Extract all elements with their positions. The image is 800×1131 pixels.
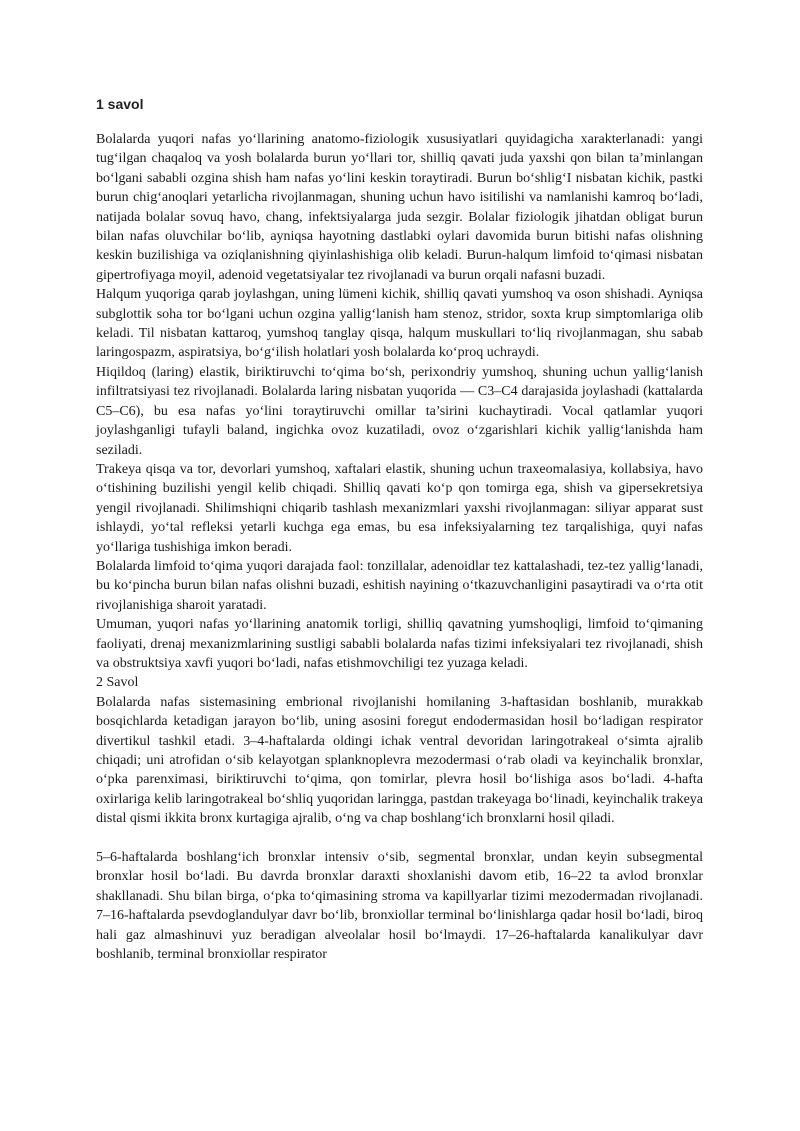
section-1-paragraph-3: Hiqildoq (laring) elastik, biriktiruvchi to‘qima bo‘sh, perixondriy yumshoq, shuning uchun yallig‘lanish infiltratsiyasi tez rivojlanadi. Bolalarda laring nisbatan yuqorida — C3–C4 darajasida joylashadi (kattalarda C5–C6), bu esa nafas yo‘lini toraytiruvchi omillar ta’sirini kuchaytiradi. Vocal qatlamlar yuqori joylashganligi tufayli baland, ingichka ovoz kuzatiladi, ovoz o‘zgarishlari kichik yallig‘lanishda ham seziladi. bbox=[96, 364, 703, 458]
section-1-paragraph-5: Bolalarda limfoid to‘qima yuqori darajada faol: tonzillalar, adenoidlar tez kattalashadi, tez-tez yallig‘lanadi, bu ko‘pincha burun bilan nafas olishni buzadi, eshitish nayining o‘tkazuvchanligini pasaytiradi va o‘rta otit rivojlanishiga sharoit yaratadi. bbox=[96, 558, 703, 613]
section-2-heading: 2 Savol bbox=[96, 675, 139, 691]
section-1-paragraph-1: Bolalarda yuqori nafas yo‘llarining anatomo-fiziologik xususiyatlari quyidagicha xarakterlanadi: yangi tug‘ilgan chaqaloq va yosh bolalarda burun yo‘llari tor, shilliq qavati juda yaxshi qon bilan ta’minlangan bo‘lgani sababli ozgina shish ham nafas yo‘lini keskin toraytiradi. Burun bo‘shlig‘I nisbatan kichik, pastki burun chig‘anoqlari yetarlicha rivojlanmagan, shuning uchun havo isitilishi va namlanishi kamroq bo‘ladi, natijada bolalar sovuq havo, chang, infektsiyalarga juda sezgir. Bolalar fiziologik jihatdan obligat burun bilan nafas oluvchilar bo‘lib, ayniqsa hayotning dastlabki oylari davomida burun bitishi nafas olishning keskin buzilishiga va oziqlanishning qiyinlashishiga olib keladi. Burun-halqum limfoid to‘qimasi nisbatan gipertrofiyaga moyil, adenoid vegetatsiyalar tez rivojlanadi va burun orqali nafasni buzadi. bbox=[96, 132, 703, 283]
section-1-paragraph-6: Umuman, yuqori nafas yo‘llarining anatomik torligi, shilliq qavatning yumshoqligi, limfoid to‘qimaning faoliyati, drenaj mexanizmlarining sustligi sababli bolalarda nafas tizimi infeksiyalari tez rivojlanadi, shish va obstruktsiya xavfi yuqori bo‘ladi, nafas etishmovchiligi tez yuzaga keladi. bbox=[96, 617, 703, 671]
section-2-paragraph-1: Bolalarda nafas sistemasining embrional rivojlanishi homilaning 3-haftasidan boshlanib, murakkab bosqichlarda ketadigan jarayon bo‘lib, uning asosini foregut endodermasidan hosil bo‘ladigan respirator divertikul tashkil etadi. 3–4-haftalarda oldingi ichak ventral devoridan laringotrakeal o‘simta ajralib chiqadi; uni atrofidan o‘sib kelayotgan splanknoplevra mezodermasi o‘rab oladi va keyinchalik bronxlar, o‘pka parenximasi, biriktiruvchi to‘qima, qon tomirlar, plevra hosil bo‘lishiga asos bo‘ladi. 4-hafta oxirlariga kelib laringotrakeal bo‘shliq yuqoridan laringga, pastdan trakeyaga bo‘linadi, keyinchalik trakeya distal qismi ikkita bronx kurtagiga ajralib, o‘ng va chap boshlang‘ich bronxlarni hosil qiladi. bbox=[96, 694, 703, 827]
section-2-paragraph-2: 5–6-haftalarda boshlang‘ich bronxlar intensiv o‘sib, segmental bronxlar, undan keyin subsegmental bronxlar hosil bo‘ladi. Bu davrda bronxlar daraxti shoxlanishi davom etib, 16–22 ta avlod bronxlar shakllanadi. Shu bilan birga, o‘pka to‘qimasining stroma va kapillyarlar tizimi mezodermadan rivojlanadi. 7–16-haftalarda psevdoglandulyar davr bo‘lib, bronxiollar terminal bo‘linishlarga qadar hosil bo‘ladi, biroq hali gaz almashinuvi yuz beradigan alveolalar hosil bo‘lmaydi. 17–26-haftalarda kanalikulyar davr boshlanib, terminal bronxiollar respirator bbox=[96, 850, 703, 963]
document-body bbox=[96, 130, 703, 964]
section-1-paragraph-4: Trakeya qisqa va tor, devorlari yumshoq, xaftalari elastik, shuning uchun traxeomalasiya, kollabsiya, havo o‘tishining buzilishi yengil kelib chiqadi. Shilliq qavati ko‘p qon tomirga ega, shish va gipersekretsiya yengil rivojlanadi. Shilimshiqni chiqarib tashlash mexanizmlari yaxshi rivojlanmagan: siliyar apparat sust ishlaydi, yo‘tal refleksi yetarli kuchga ega emas, bu esa infeksiyalarning tez tarqalishiga, quyi nafas yo‘llariga tushishiga imkon beradi. bbox=[96, 461, 703, 555]
section-1-paragraph-2: Halqum yuqoriga qarab joylashgan, uning lümeni kichik, shilliq qavati yumshoq va oson shishadi. Ayniqsa subglottik soha tor bo‘lgani uchun ozgina yallig‘lanish ham stenoz, stridor, soxta krup simptomlariga olib keladi. Til nisbatan kattaroq, yumshoq tanglay qisqa, halqum muskullari to‘liq rivojlanmagan, shu sabab laringospazm, aspiratsiya, bo‘g‘ilish holatlari yosh bolalarda ko‘proq uchraydi. bbox=[96, 287, 703, 361]
paragraph-spacer bbox=[96, 829, 703, 848]
section-1-heading: 1 savol bbox=[96, 96, 144, 112]
